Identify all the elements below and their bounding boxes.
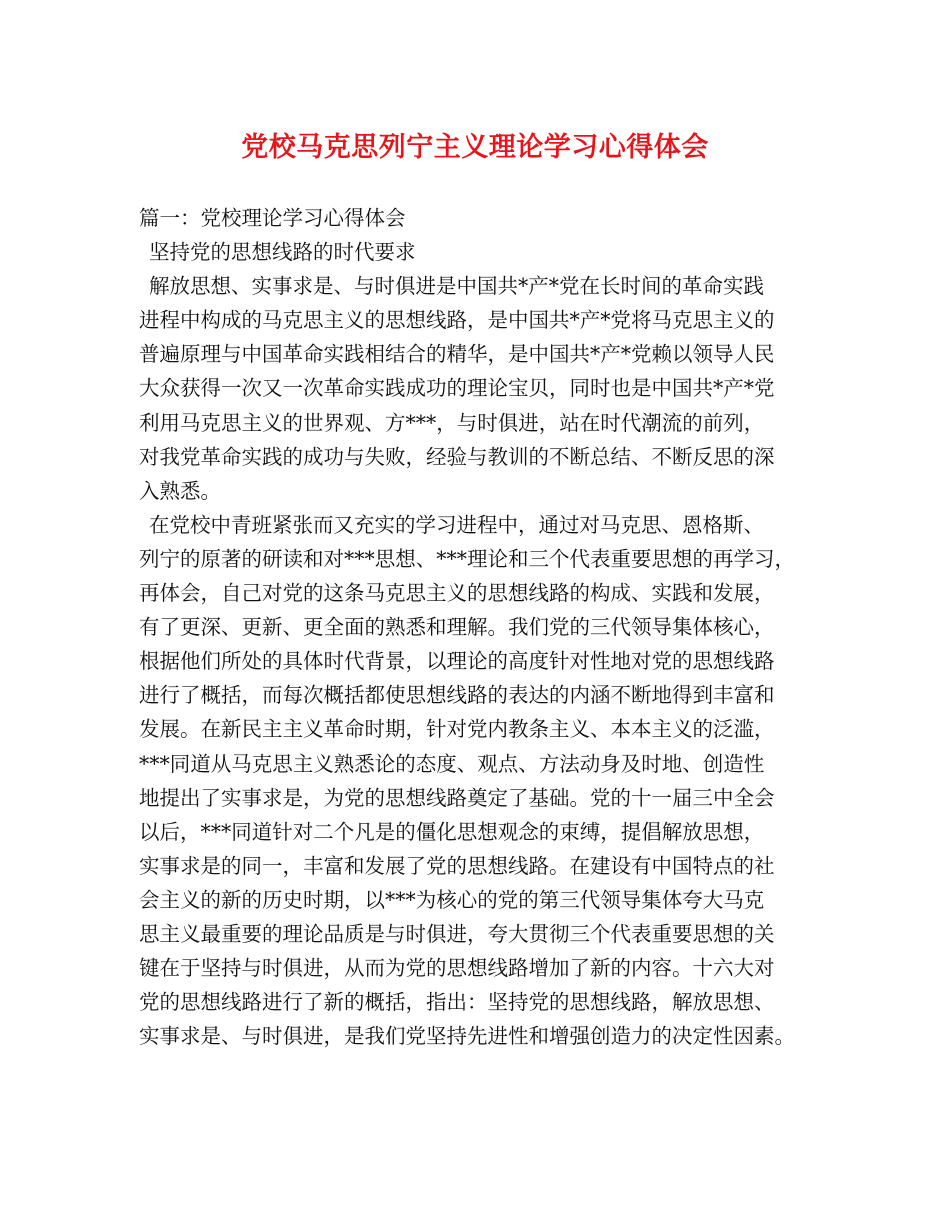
body-text-line: 普遍原理与中国革命实践相结合的精华，是中国共*产*党赖以领导人民 [139,342,775,367]
body-text-line: 入熟悉。 [139,478,221,503]
body-text-line: 再体会，自己对党的这条马克思主义的思想线路的构成、实践和发展， [139,581,775,606]
body-text-line: 以后，***同道针对二个凡是的僵化思想观念的束缚，提倡解放思想， [139,819,765,844]
body-text-line: 解放思想、实事求是、与时俱进是中国共*产*党在长时间的革命实践 [149,274,764,299]
body-text-line: 列宁的原著的研读和对***思想、***理论和三个代表重要思想的再学习， [139,546,795,571]
body-text-line: 根据他们所处的具体时代背景，以理论的高度针对性地对党的思想线路 [139,649,775,674]
body-text-line: 实事求是的同一，丰富和发展了党的思想线路。在建设有中国特点的社 [139,853,775,878]
document-title: 党校马克思列宁主义理论学习心得体会 [241,132,709,163]
body-text-line: 对我党革命实践的成功与失败，经验与教训的不断总结、不断反思的深 [139,444,775,469]
body-text-line: 利用马克思主义的世界观、方***，与时俱进，站在时代潮流的前列， [139,410,765,435]
document-body [139,201,829,1053]
body-text-line: 大众获得一次又一次革命实践成功的理论宝贝，同时也是中国共*产*党 [139,376,775,401]
body-text-line: 会主义的新的历史时期，以***为核心的党的第三代领导集体夸大马克 [139,887,765,912]
body-text-line: 实事求是、与时俱进，是我们党坚持先进性和增强创造力的决定性因素。 [139,1024,795,1049]
body-text-line: 坚持党的思想线路的时代要求 [149,240,416,265]
body-text-line: 发展。在新民主主义革命时期，针对党内教条主义、本本主义的泛滥， [139,717,775,742]
body-text-line: 在党校中青班紧张而又充实的学习进程中，通过对马克思、恩格斯、 [149,512,764,537]
body-text-line: 思主义最重要的理论品质是与时俱进，夸大贯彻三个代表重要思想的关 [139,921,775,946]
body-text-line: 键在于坚持与时俱进，从而为党的思想线路增加了新的内容。十六大对 [139,956,775,981]
body-text-line: 有了更深、更新、更全面的熟悉和理解。我们党的三代领导集体核心， [139,615,775,640]
body-text-line: ***同道从马克思主义熟悉论的态度、观点、方法动身及时地、创造性 [139,751,765,776]
body-text-line: 进程中构成的马克思主义的思想线路，是中国共*产*党将马克思主义的 [139,308,775,333]
body-text-line: 进行了概括，而每次概括都使思想线路的表达的内涵不断地得到丰富和 [139,683,775,708]
body-text-line: 篇一：党校理论学习心得体会 [139,206,406,230]
body-text-line: 地提出了实事求是，为党的思想线路奠定了基础。党的十一届三中全会 [139,785,775,810]
body-text-line: 党的思想线路进行了新的概括，指出：坚持党的思想线路，解放思想、 [139,990,775,1015]
